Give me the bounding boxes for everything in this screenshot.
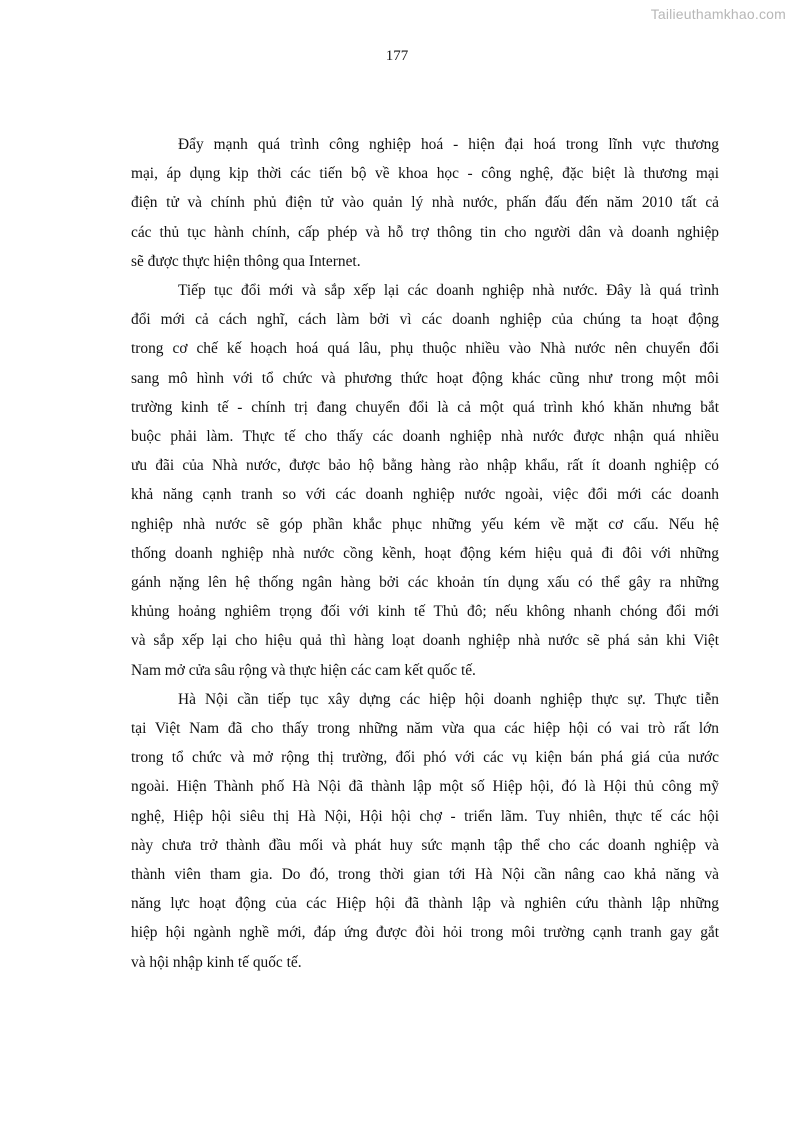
- paragraph-line: này chưa trở thành đầu mối và phát huy sức mạnh tập thể cho các doanh nghiệp và: [131, 836, 719, 854]
- watermark-text: Tailieuthamkhao.com: [650, 6, 786, 22]
- paragraph-line: Nam mở cửa sâu rộng và thực hiện các cam kết quốc tế.: [131, 661, 476, 679]
- paragraph-line: sang mô hình với tổ chức và phương thức hoạt động khác cũng như trong một môi: [131, 369, 719, 387]
- paragraph-line: gánh nặng lên hệ thống ngân hàng bởi các khoản tín dụng xấu có thể gây ra những: [131, 574, 719, 592]
- paragraph-line: trường kinh tế - chính trị đang chuyển đổi là cả một quá trình khó khăn nhưng bắt: [131, 398, 719, 416]
- paragraph-line: ngoài. Hiện Thành phố Hà Nội đã thành lập một số Hiệp hội, đó là Hội thủ công mỹ: [131, 778, 719, 796]
- paragraph-line: năng lực hoạt động của các Hiệp hội đã thành lập và nghiên cứu thành lập những: [131, 895, 719, 913]
- paragraph-line: khả năng cạnh tranh so với các doanh nghiệp nước ngoài, việc đổi mới các doanh: [131, 486, 719, 504]
- paragraph-line: thống doanh nghiệp nhà nước cồng kềnh, hoạt động kém hiệu quả đi đôi với những: [131, 544, 719, 562]
- paragraph: [131, 276, 719, 685]
- paragraph-line: Tiếp tục đổi mới và sắp xếp lại các doanh nghiệp nhà nước. Đây là quá trình: [178, 282, 719, 300]
- paragraph: [131, 130, 719, 276]
- paragraph-line: buộc phải làm. Thực tế cho thấy các doanh nghiệp nhà nước được nhận quá nhiều: [131, 428, 719, 446]
- paragraph-line: hiệp hội ngành nghề mới, đáp ứng được đòi hỏi trong môi trường cạnh tranh gay gắt: [131, 924, 719, 942]
- paragraph-line: thành viên tham gia. Do đó, trong thời gian tới Hà Nội cần nâng cao khả năng và: [131, 866, 719, 884]
- paragraph-line: sẽ được thực hiện thông qua Internet.: [131, 252, 361, 270]
- paragraph: [131, 685, 719, 977]
- paragraph-line: mại, áp dụng kịp thời các tiến bộ về khoa học - công nghệ, đặc biệt là thương mại: [131, 165, 719, 183]
- paragraph-line: ưu đãi của Nhà nước, được bảo hộ bằng hàng rào nhập khẩu, rất ít doanh nghiệp có: [131, 457, 719, 475]
- paragraph-line: các thủ tục hành chính, cấp phép và hỗ trợ thông tin cho người dân và doanh nghiệp: [131, 223, 719, 241]
- paragraph-line: nghệ, Hiệp hội siêu thị Hà Nội, Hội hội chợ - triển lãm. Tuy nhiên, thực tế các hội: [131, 807, 719, 825]
- document-body: [131, 130, 719, 977]
- paragraph-line: và hội nhập kinh tế quốc tế.: [131, 953, 302, 971]
- paragraph-line: Đẩy mạnh quá trình công nghiệp hoá - hiện đại hoá trong lĩnh vực thương: [178, 136, 719, 153]
- paragraph-line: nghiệp nhà nước sẽ góp phần khắc phục những yếu kém về mặt cơ cấu. Nếu hệ: [131, 515, 719, 533]
- page-number: 177: [385, 48, 409, 64]
- paragraph-line: tại Việt Nam đã cho thấy trong những năm vừa qua các hiệp hội có vai trò rất lớn: [131, 720, 719, 738]
- paragraph-line: trong tổ chức và mở rộng thị trường, đối phó với các vụ kiện bán phá giá của nước: [131, 749, 719, 767]
- paragraph-line: và sắp xếp lại cho hiệu quả thì hàng loạt doanh nghiệp nhà nước sẽ phá sản khi Việt: [131, 632, 719, 650]
- paragraph-line: đổi mới cả cách nghĩ, cách làm bởi vì các doanh nghiệp của chúng ta hoạt động: [131, 311, 719, 329]
- paragraph-line: khủng hoảng nghiêm trọng đối với kinh tế Thủ đô; nếu không nhanh chóng đổi mới: [131, 603, 719, 621]
- paragraph-line: điện tử và chính phủ điện tử vào quản lý nhà nước, phấn đấu đến năm 2010 tất cả: [131, 194, 719, 212]
- paragraph-line: trong cơ chế kế hoạch hoá quá lâu, phụ thuộc nhiều vào Nhà nước nên chuyển đổi: [131, 340, 719, 358]
- paragraph-line: Hà Nội cần tiếp tục xây dựng các hiệp hội doanh nghiệp thực sự. Thực tiễn: [178, 690, 719, 708]
